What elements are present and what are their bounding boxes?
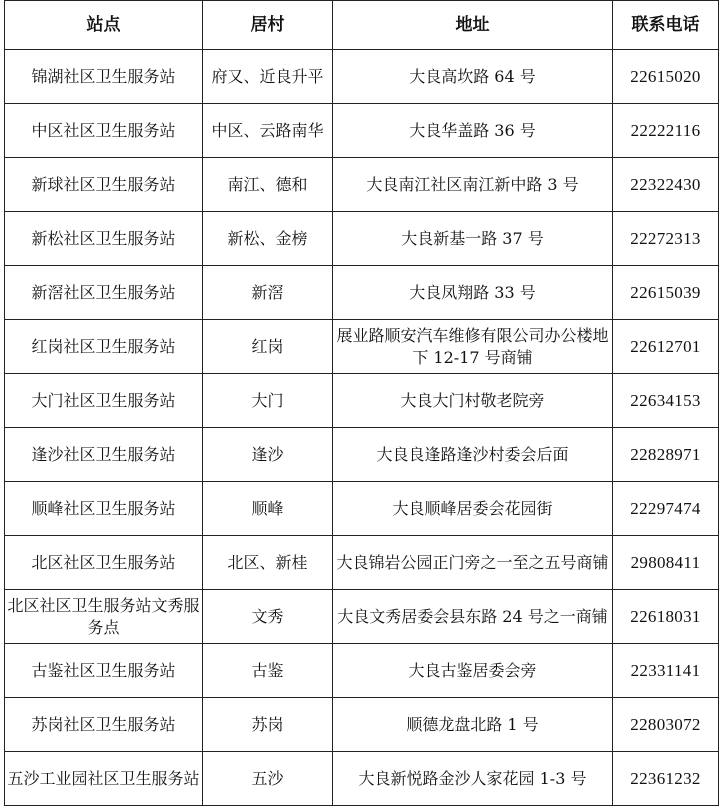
address-cell: 大良新悦路金沙人家花园 1-3 号: [333, 752, 613, 806]
table-row: [5, 482, 719, 536]
phone-cell: 22297474: [613, 482, 719, 536]
station-cell: 逢沙社区卫生服务站: [5, 428, 203, 482]
table-row: [5, 374, 719, 428]
station-cell: 新松社区卫生服务站: [5, 212, 203, 266]
village-cell: 古鉴: [203, 644, 333, 698]
address-cell: 大良锦岩公园正门旁之一至之五号商铺: [333, 536, 613, 590]
table-row: [5, 536, 719, 590]
station-cell: 古鉴社区卫生服务站: [5, 644, 203, 698]
phone-cell: 29808411: [613, 536, 719, 590]
table-row: [5, 698, 719, 752]
address-cell: 大良大门村敬老院旁: [333, 374, 613, 428]
station-cell: 新滘社区卫生服务站: [5, 266, 203, 320]
table-row: [5, 158, 719, 212]
village-cell: 文秀: [203, 590, 333, 644]
station-cell: 锦湖社区卫生服务站: [5, 50, 203, 104]
phone-cell: 22615020: [613, 50, 719, 104]
table-row: [5, 644, 719, 698]
address-cell: 展业路顺安汽车维修有限公司办公楼地下 12-17 号商铺: [333, 320, 613, 374]
address-cell: 大良顺峰居委会花园街: [333, 482, 613, 536]
table-row: [5, 752, 719, 806]
header-village: 居村: [203, 1, 333, 50]
phone-cell: 22322430: [613, 158, 719, 212]
table-row: [5, 50, 719, 104]
village-cell: 五沙: [203, 752, 333, 806]
village-cell: 府又、近良升平: [203, 50, 333, 104]
header-address: 地址: [333, 1, 613, 50]
village-cell: 大门: [203, 374, 333, 428]
address-cell: 大良高坎路 64 号: [333, 50, 613, 104]
phone-cell: 22222116: [613, 104, 719, 158]
station-cell: 大门社区卫生服务站: [5, 374, 203, 428]
table-row: [5, 212, 719, 266]
address-cell: 大良文秀居委会县东路 24 号之一商铺: [333, 590, 613, 644]
phone-cell: 22803072: [613, 698, 719, 752]
address-cell: 顺德龙盘北路 1 号: [333, 698, 613, 752]
station-cell: 新球社区卫生服务站: [5, 158, 203, 212]
header-row: [5, 1, 719, 50]
village-cell: 红岗: [203, 320, 333, 374]
phone-cell: 22612701: [613, 320, 719, 374]
header-phone: 联系电话: [613, 1, 719, 50]
table-row: [5, 320, 719, 374]
village-cell: 中区、云路南华: [203, 104, 333, 158]
table-row: [5, 266, 719, 320]
header-station: 站点: [5, 1, 203, 50]
address-cell: 大良新基一路 37 号: [333, 212, 613, 266]
address-cell: 大良古鉴居委会旁: [333, 644, 613, 698]
station-cell: 红岗社区卫生服务站: [5, 320, 203, 374]
address-cell: 大良南江社区南江新中路 3 号: [333, 158, 613, 212]
table-row: [5, 590, 719, 644]
address-cell: 大良华盖路 36 号: [333, 104, 613, 158]
phone-cell: 22618031: [613, 590, 719, 644]
village-cell: 北区、新桂: [203, 536, 333, 590]
village-cell: 新滘: [203, 266, 333, 320]
station-cell: 苏岗社区卫生服务站: [5, 698, 203, 752]
station-cell: 中区社区卫生服务站: [5, 104, 203, 158]
phone-cell: 22361232: [613, 752, 719, 806]
village-cell: 新松、金榜: [203, 212, 333, 266]
table-row: [5, 104, 719, 158]
village-cell: 顺峰: [203, 482, 333, 536]
phone-cell: 22634153: [613, 374, 719, 428]
address-cell: 大良良逢路逢沙村委会后面: [333, 428, 613, 482]
village-cell: 逢沙: [203, 428, 333, 482]
village-cell: 苏岗: [203, 698, 333, 752]
station-cell: 顺峰社区卫生服务站: [5, 482, 203, 536]
station-cell: 北区社区卫生服务站文秀服务点: [5, 590, 203, 644]
station-cell: 北区社区卫生服务站: [5, 536, 203, 590]
phone-cell: 22615039: [613, 266, 719, 320]
village-cell: 南江、德和: [203, 158, 333, 212]
table-row: [5, 428, 719, 482]
station-cell: 五沙工业园社区卫生服务站: [5, 752, 203, 806]
phone-cell: 22828971: [613, 428, 719, 482]
phone-cell: 22272313: [613, 212, 719, 266]
health-station-table: [4, 0, 719, 806]
phone-cell: 22331141: [613, 644, 719, 698]
address-cell: 大良凤翔路 33 号: [333, 266, 613, 320]
